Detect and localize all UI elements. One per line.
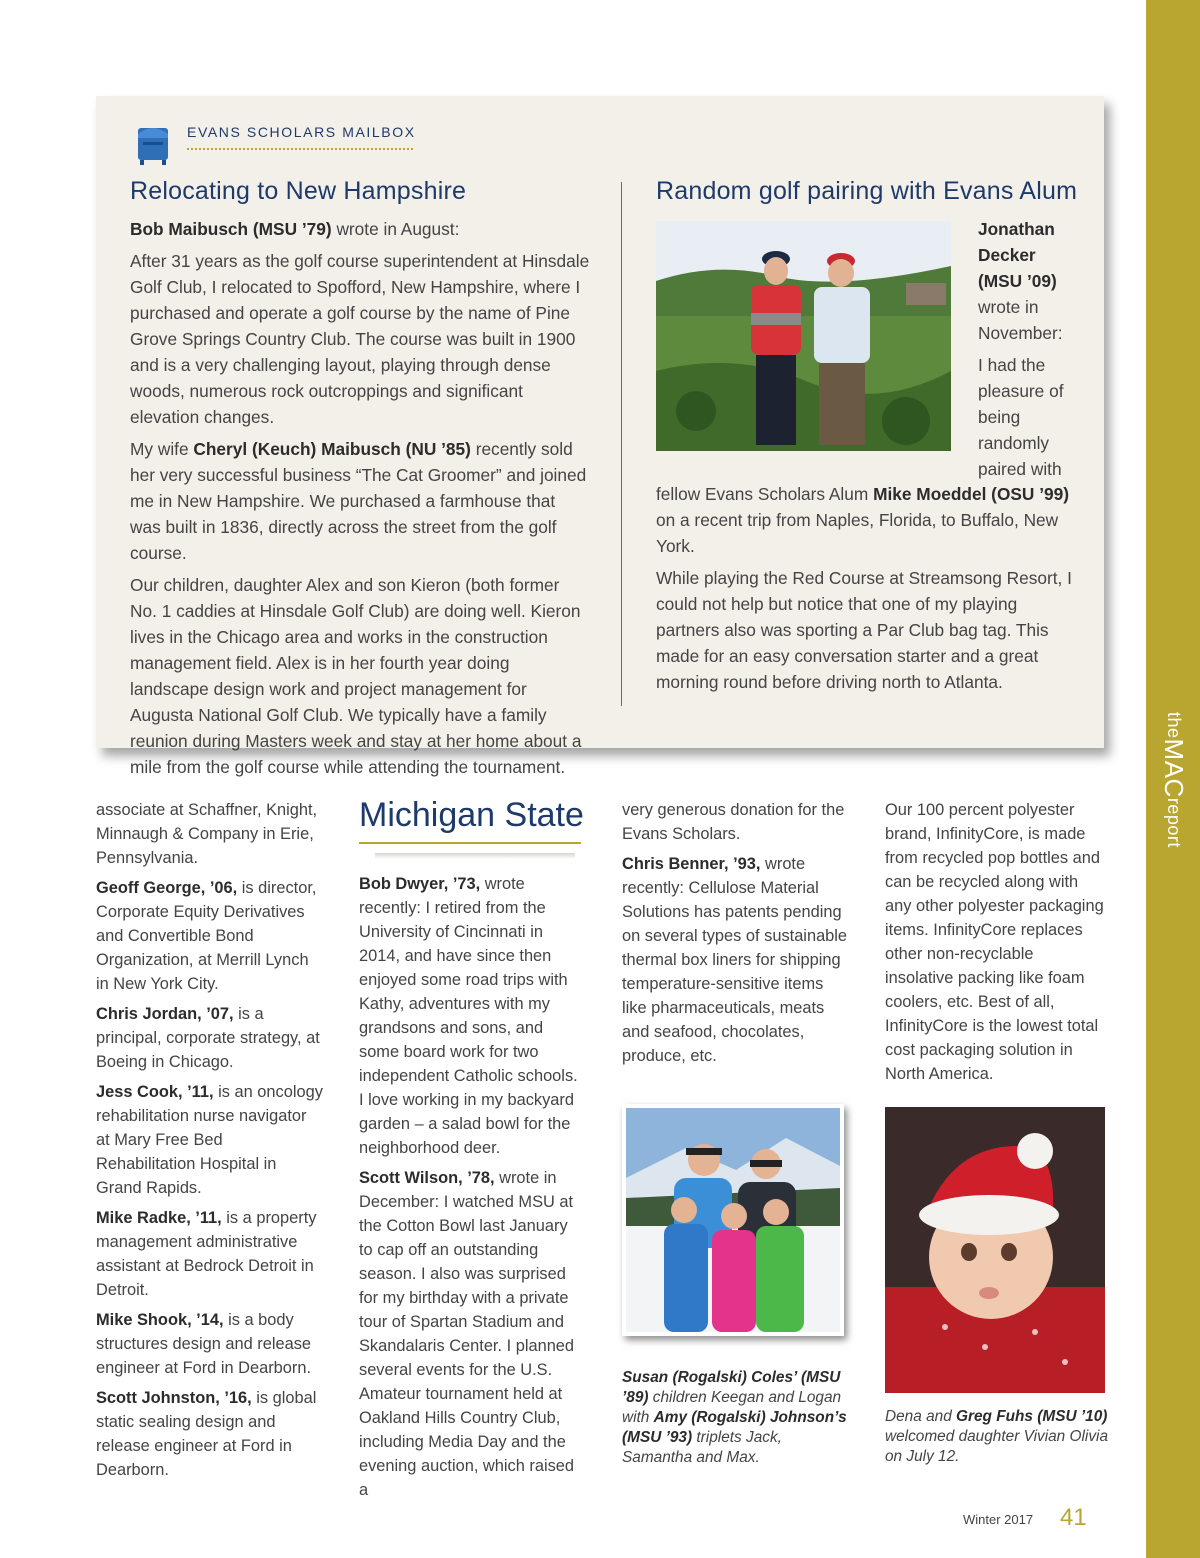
paragraph: very generous donation for the Evans Scholars. xyxy=(622,801,845,843)
column-3 xyxy=(622,798,848,1074)
paragraph: Scott Wilson, ’78, wrote in December: I watched MSU at the Cotton Bowl last January to cap off an outstanding season. I also was surprised for my birthday with a private tour of Spartan Stadium and Skandalaris Center. I planned several events for the U.S. Amateur tournament held at Oakland Hills Country Club, including Media Day and the evening auction, which raised a xyxy=(359,1169,575,1499)
footer-season: Winter 2017 xyxy=(963,1512,1034,1527)
paragraph: I had the pleasure of being randomly paired with xyxy=(978,355,1064,479)
paragraph: While playing the Red Course at Streamsong Resort, I could not help but notice that one of my playing partners also was sporting a Par Club bag tag. This made for an easy conversation starter and a great morning round before driving north to Atlanta. xyxy=(656,568,1072,692)
baby-photo-caption: Dena and Greg Fuhs (MSU ’10) welcomed daughter Vivian Olivia on July 12. xyxy=(885,1408,1108,1465)
alumni-entry: Jess Cook, ’11, is an oncology rehabilitation nurse navigator at Mary Free Bed Rehabilitation Hospital in Grand Rapids. xyxy=(96,1083,323,1197)
section-title-rule xyxy=(359,842,581,844)
column-4 xyxy=(885,798,1105,1092)
paragraph: My wife Cheryl (Keuch) Maibusch (NU ’85) recently sold her very successful business “The Cat Groomer” and joined me in New Hampshire. We purchased a farmhouse that was built in 1836, directly across the street from the golf course. xyxy=(130,439,587,563)
author-name: Jonathan Decker (MSU ’09) xyxy=(978,219,1057,291)
alumni-entry: Geoff George, ’06, is director, Corporate Equity Derivatives and Convertible Bond Organization, at Merrill Lynch in New York City. xyxy=(96,879,317,993)
left-headline: Relocating to New Hampshire xyxy=(130,177,467,205)
author-name: Bob Maibusch (MSU ’79) xyxy=(130,219,332,239)
right-article-side: Jonathan Decker (MSU ’09) wrote in November: I had the pleasure of being randomly paired with xyxy=(978,216,1073,488)
left-article: Bob Maibusch (MSU ’79) wrote in August: After 31 years as the golf course superintendent at Hinsdale Golf Club, I relocated to Spofford, New Hampshire, where I purchased and operate a golf course by the name of Pine Grove Springs Country Club. The course was built in 1900 and is a very challenging layout, playing through dense woods, numerous rock outcroppings and significant elevation changes. My wife Cheryl (Keuch) Maibusch (NU ’85) recently sold her very successful business “The Cat Groomer” and joined me in New Hampshire. We purchased a farmhouse that was built in 1836, directly across the street from the golf course. Our children, daughter Alex and son Kieron (both former No. 1 caddies at Hinsdale Golf Club) are doing well. Kieron lives in the Chicago area and works in the construction management field. Alex is in her fourth year doing landscape design work and project management for Augusta National Golf Club. We typically have a family reunion during Masters week and stay at her home about a mile from the golf course while attending the tournament. xyxy=(130,216,590,786)
column-1 xyxy=(96,798,324,1488)
mailbox-kicker: EVANS SCHOLARS MAILBOX xyxy=(187,124,416,140)
column-divider xyxy=(621,182,622,706)
column-2 xyxy=(359,872,585,1508)
family-photo-caption: Susan (Rogalski) Coles’ (MSU ’89) children Keegan and Logan with Amy (Rogalski) Johnson’s (MSU ’93) triplets Jack, Samantha and Max. xyxy=(622,1369,847,1466)
right-article-main xyxy=(656,481,1076,701)
alumni-entry: associate at Schaffner, Knight, Minnaugh & Company in Erie, Pennsylvania. xyxy=(96,801,318,867)
right-headline: Random golf pairing with Evans Alum xyxy=(656,177,1078,205)
paragraph: Bob Dwyer, ’73, wrote recently: I retired from the University of Cincinnati in 2014, and have since then enjoyed some road trips with Kathy, adventures with my grandsons and sons, and some board work for two independent Catholic schools. I love working in my backyard garden – a salad bowl for the neighborhood deer. xyxy=(359,875,578,1157)
alumni-entry: Scott Johnston, ’16, is global static sealing design and release engineer at Ford in Dearborn. xyxy=(96,1389,317,1479)
golf-pairing-photo xyxy=(656,221,951,451)
baby-santa-photo xyxy=(885,1107,1105,1393)
mailbox-icon xyxy=(136,120,172,166)
paragraph: Our children, daughter Alex and son Kieron (both former No. 1 caddies at Hinsdale Golf Club) are doing well. Kieron lives in the Chicago area and works in the construction management field. Alex is in her fourth year doing landscape design work and project management for Augusta National Golf Club. We typically have a family reunion during Masters week and stay at her home about a mile from the golf course while attending the tournament. xyxy=(130,575,582,777)
section-title: Michigan State xyxy=(359,796,584,834)
alumni-entry: Chris Jordan, ’07, is a principal, corporate strategy, at Boeing in Chicago. xyxy=(96,1005,320,1071)
family-ski-photo xyxy=(626,1108,840,1332)
page-number: 41 xyxy=(1060,1504,1087,1531)
paragraph: After 31 years as the golf course superintendent at Hinsdale Golf Club, I relocated to Spofford, New Hampshire, where I purchased and operate a golf course by the name of Pine Grove Springs Country Club. The course was built in 1900 and is a very challenging layout, playing through dense woods, numerous rock outcroppings and significant elevation changes. xyxy=(130,251,590,427)
kicker-dotted-rule xyxy=(187,148,413,150)
magazine-vertical-title: theMACreport xyxy=(1159,712,1189,848)
paragraph: fellow Evans Scholars Alum Mike Moeddel (OSU ’99) on a recent trip from Naples, Florida, to Buffalo, New York. xyxy=(656,484,1069,556)
alumni-entry: Mike Shook, ’14, is a body structures design and release engineer at Ford in Dearborn. xyxy=(96,1311,312,1377)
paragraph: Chris Benner, ’93, wrote recently: Cellulose Material Solutions has patents pending on several types of sustainable thermal box liners for shipping temperature-sensitive items like pharmaceuticals, meats and seafood, chocolates, produce, etc. xyxy=(622,855,848,1065)
alumni-entry: Mike Radke, ’11, is a property management administrative assistant at Bedrock Detroit in Detroit. xyxy=(96,1209,317,1299)
paragraph: Our 100 percent polyester brand, InfinityCore, is made from recycled pop bottles and can be recycled along with any other polyester packaging items. InfinityCore replaces other non-recyclable insolative packing like foam coolers, etc. Best of all, InfinityCore is the lowest total cost packaging solution in North America. xyxy=(885,801,1104,1083)
section-title-shadow xyxy=(375,853,575,859)
family-photo-frame xyxy=(622,1104,844,1336)
